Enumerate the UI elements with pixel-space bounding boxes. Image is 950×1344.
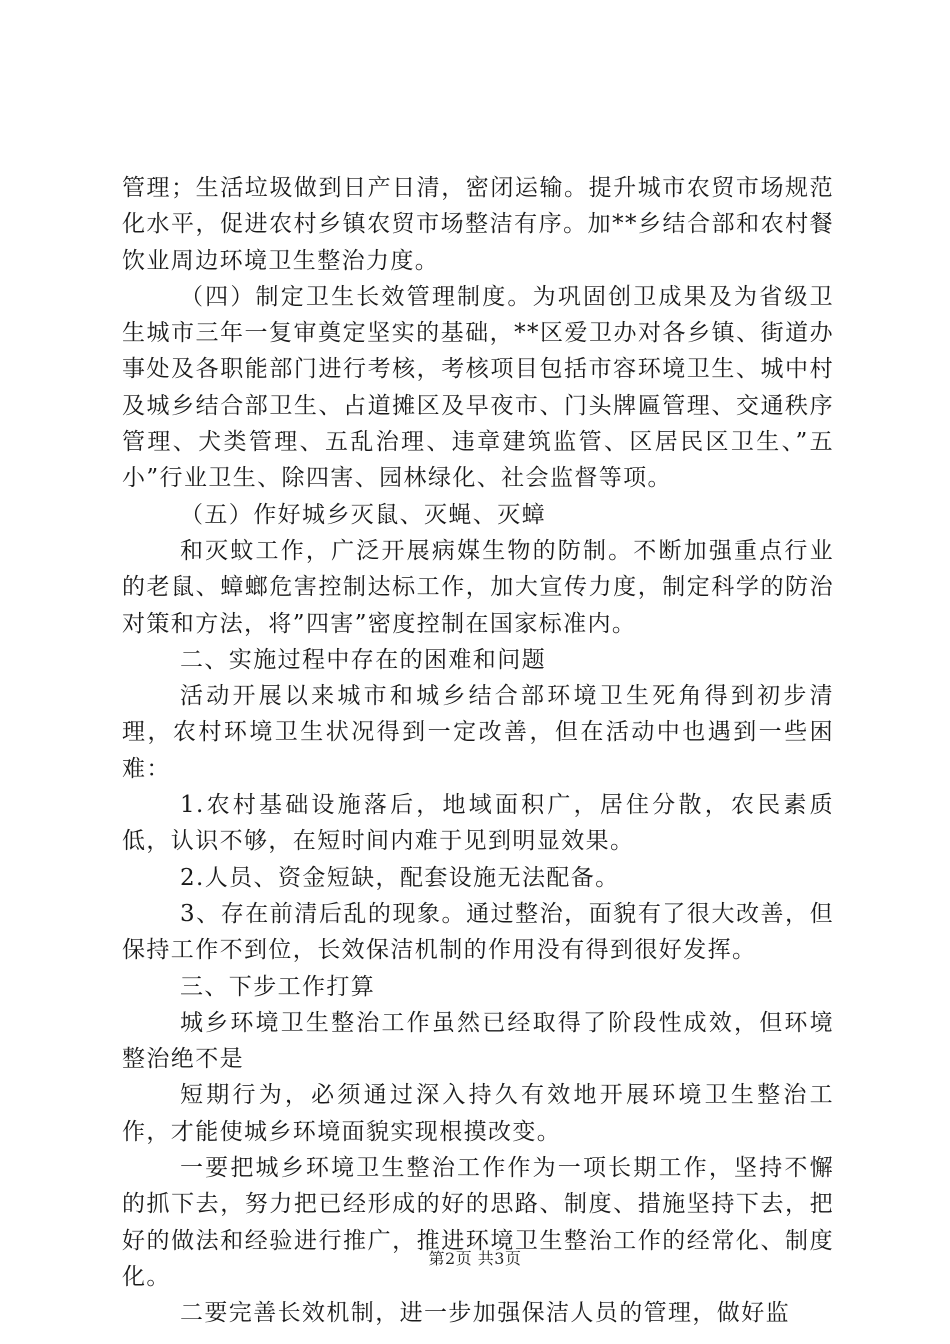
- paragraph-second-requirement: 二要完善长效机制，进一步加强保洁人员的管理，做好监: [180, 1300, 790, 1327]
- paragraph-difficulties-intro: 活动开展以来城市和城乡结合部环境卫生死角得到初步清理，农村环境卫生状况得到一定改善，但在活动中也遇到一些困难：: [122, 683, 834, 782]
- paragraph-difficulty-1: 1.农村基础设施落后，地域面积广，居住分散，农民素质低，认识不够，在短时间内难于见到明显效果。: [122, 792, 834, 855]
- document-body: [122, 170, 834, 1332]
- paragraph-difficulty-2: 2.人员、资金短缺，配套设施无法配备。: [180, 864, 620, 891]
- page-footer: 第2页 共3页: [428, 1249, 522, 1268]
- heading-difficulties: 二、实施过程中存在的困难和问题: [180, 646, 546, 673]
- paragraph-next-steps-continued: 短期行为，必须通过深入持久有效地开展环境卫生整治工作，才能使城乡环境面貌实现根摸改变。: [122, 1082, 834, 1145]
- paragraph-first-requirement: 一要把城乡环境卫生整治工作作为一项长期工作，坚持不懈的抓下去，努力把已经形成的好的思路、制度、措施坚持下去，把好的做法和经验进行推广，推进环境卫生整治工作的经常化、制度化。: [122, 1155, 834, 1290]
- paragraph-difficulty-3: 3、存在前清后乱的现象。通过整治，面貌有了很大改善，但保持工作不到位，长效保洁机制的作用没有得到很好发挥。: [122, 900, 834, 964]
- paragraph-section-five-heading: （五）作好城乡灭鼠、灭蝇、灭蟑: [180, 501, 546, 528]
- paragraph-next-steps-intro: 城乡环境卫生整治工作虽然已经取得了阶段性成效，但环境整治绝不是: [122, 1009, 834, 1073]
- paragraph-section-five-body: 和灭蚊工作，广泛开展病媒生物的防制。不断加强重点行业的老鼠、蟑螂危害控制达标工作，加大宣传力度，制定科学的防治对策和方法，将”四害”密度控制在国家标准内。: [122, 537, 834, 637]
- paragraph-continuation: 管理；生活垃圾做到日产日清，密闭运输。提升城市农贸市场规范化水平，促进农村乡镇农贸市场整洁有序。加**乡结合部和农村餐饮业周边环境卫生整治力度。: [122, 175, 834, 274]
- heading-next-steps: 三、下步工作打算: [180, 973, 376, 1000]
- paragraph-section-four: （四）制定卫生长效管理制度。为巩固创卫成果及为省级卫生城市三年一复审奠定坚实的基础，**区爱卫办对各乡镇、街道办事处及各职能部门进行考核，考核项目包括市容环境卫生、城中村及城乡结合部卫生、占道摊区及早夜市、门头牌匾管理、交通秩序管理、犬类管理、五乱治理、违章建筑监管、区居民区卫生、”五小”行业卫生、除四害、园林绿化、社会监督等项。: [122, 283, 834, 492]
